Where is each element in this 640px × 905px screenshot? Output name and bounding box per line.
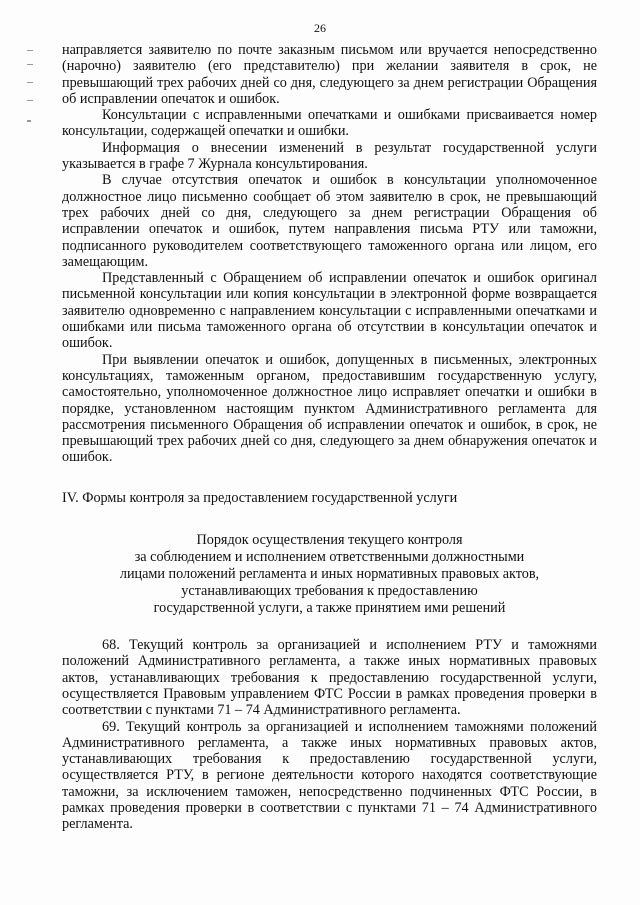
subheading-line: лицами положений регламента и иных нормативных правовых актов,	[119, 566, 540, 583]
paragraph-continuation: направляется заявителю по почте заказным письмом или вручается непосредственно (нарочно) заявителю (его представителю) при желании заявителя в срок, не превышающий трех рабочих дней со дня, следующего за днем регистрации Обращения об исправлении опечаток и ошибок.	[62, 42, 597, 107]
page-number: 26	[314, 21, 326, 35]
subheading-line: государственной услуги, а также принятием ими решений	[153, 600, 506, 617]
paragraph: В случае отсутствия опечаток и ошибок в консультации уполномоченное должностное лицо письменно сообщает об этом заявителю в срок, не превышающий трех рабочих дней со дня, следующего за днем регистрации Обращения об исправлении опечаток и ошибок, путем направления письма РТУ или таможни, подписанного руководителем соответствующего таможенного органа или лицом, его замещающим.	[62, 172, 597, 270]
paragraph: Информация о внесении изменений в результат государственной услуги указывается в графе 7 Журнала консультирования.	[62, 139, 597, 173]
paragraph: При выявлении опечаток и ошибок, допущенных в письменных, электронных консультациях, таможенным органом, предоставившим государственную услугу, самостоятельно, уполномоченное должностное лицо исправляет опечатки и ошибки в порядке, установленном настоящим пунктом Административного регламента для рассмотрения письменного Обращения об исправлении опечаток и ошибок, в срок, не превышающий трех рабочих дней со дня, следующего за днем обнаружения опечаток и ошибок.	[62, 351, 597, 466]
subheading-line: Порядок осуществления текущего контроля	[196, 532, 463, 549]
document-body	[62, 42, 597, 833]
paragraph-69: 69. Текущий контроль за организацией и исполнением таможнями положений Административного регламента, а также иных нормативных правовых актов, устанавливающих требования к предоставлению государственной услуги, осуществляется РТУ, в регионе деятельности которого находятся соответствующие таможни, за исключением таможен, непосредственно подчиненных ФТС России, в рамках проведения проверки в соответствии с пунктами 71 – 74 Административного регламента.	[62, 718, 597, 833]
paragraph: Представленный с Обращением об исправлении опечаток и ошибок оригинал письменной консультации или копия консультации в электронной форме возвращается заявителю одновременно с направлением консультации с исправленными опечатками и ошибками или письма таможенного органа об отсутствии в консультации опечаток и ошибок.	[62, 270, 597, 352]
subheading-line: за соблюдением и исполнением ответственными должностными	[134, 549, 525, 566]
paragraph-68: 68. Текущий контроль за организацией и исполнением РТУ и таможнями положений Административного регламента, а также иных нормативных правовых актов, устанавливающих требования к предоставлению государственной услуги, осуществляется Правовым управлением ФТС России в рамках проведения проверки в соответствии с пунктами 71 – 74 Административного регламента.	[62, 637, 597, 719]
section-heading: IV. Формы контроля за предоставлением государственной услуги	[62, 489, 458, 506]
subsection-heading	[62, 532, 597, 617]
paragraph: Консультации с исправленными опечатками и ошибками присваивается номер консультации, содержащей опечатки и ошибки.	[62, 107, 597, 140]
subheading-line: устанавливающих требования к предоставлению	[181, 583, 478, 600]
